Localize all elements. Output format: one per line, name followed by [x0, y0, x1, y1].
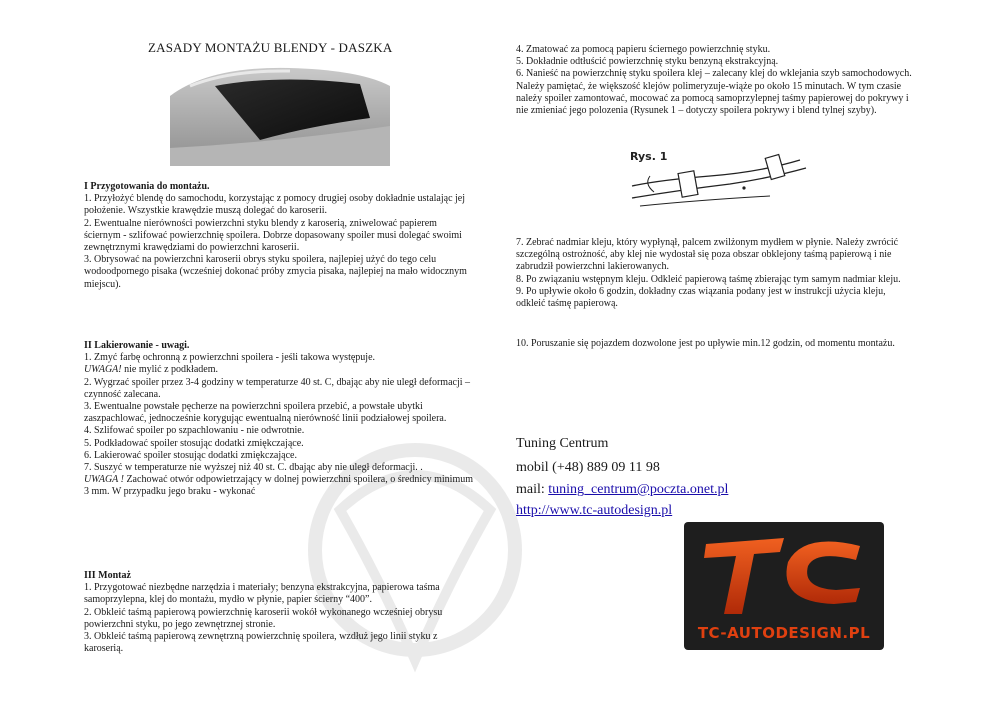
car-rear-window-photo [170, 56, 390, 166]
list-item: 1. Zmyć farbę ochronną z powierzchni spoilera - jeśli takowa występuje. [84, 352, 376, 364]
warning-label: UWAGA! [84, 364, 122, 376]
list-item: 9. Po upływie około 6 godzin, dokładny czas wiązania podany jest w instrukcji użycia kleju, odkleić taśmę papierową. [516, 285, 886, 310]
list-item: 5. Podkładować spoiler stosując dodatki zmiękczające. [84, 437, 304, 449]
section-preparation [84, 181, 476, 291]
mounting-steps-continued [516, 44, 916, 117]
list-item: 6. Lakierować spoiler stosując dodatki zmiękczające. [84, 449, 297, 461]
driving-note [516, 338, 916, 350]
email-label: mail: [516, 482, 549, 497]
figure-label: Rys. 1 [630, 150, 668, 163]
list-item: 3. Obkleić taśmą papierową zewnętrzną powierzchnię spoilera, wzdłuż jego linii styku z karoserią. [84, 631, 438, 655]
list-item: 4. Szlifować spoiler po szpachlowaniu - nie odwrotnie. [84, 425, 305, 437]
spoiler-mounting-diagram [620, 146, 810, 216]
tc-autodesign-logo [684, 522, 884, 650]
list-item: 8. Po związaniu wstępnym kleju. Odkleić papierową taśmę zbierając tym samym nadmiar kleju. [516, 273, 901, 285]
warning-text: nie mylić z podkładem. [121, 364, 218, 376]
list-item: 2. Ewentualne nierówności powierzchni styku blendy z karoserią, zniwelować papierem ściernym - szlifować powierzchnię spoilera. Dobrze dopasowany spoiler musi dolegać swoimi zewnętrznymi krawędziami do powierzchni karoserii. [84, 217, 462, 254]
email-link[interactable]: tuning_centrum@poczta.onet.pl [548, 482, 729, 497]
list-item: 10. Poruszanie się pojazdem dozwolone jest po upływie min.12 godzin, od momentu montażu. [516, 338, 895, 349]
page-title: ZASADY MONTAŻU BLENDY - DASZKA [148, 40, 393, 55]
warning-label: UWAGA ! [84, 474, 124, 486]
list-item: 1. Przyłożyć blendę do samochodu, korzystając z pomocy drugiej osoby dokładnie ustalając jej położenie. Wszystkie krawędzie muszą dolegać do karoserii. [84, 193, 466, 217]
list-item: 3. Obrysować na powierzchni karoserii obrys styku spoilera, najlepiej użyć do tego celu wodoodpornego pisaka (wcześniej dokonać próby zmycia pisaka, najlepiej na mało widocznym miejscu). [84, 254, 467, 290]
email-line [516, 481, 728, 499]
list-item: 7. Zebrać nadmiar kleju, który wypłynął, palcem zwilżonym mydłem w płynie. Należy zwrócić szczególną ostrożność, aby klej nie wydostał się poza obszar obklejony taśmą papierową i nie zabrudził powierzchni lakierowanych. [516, 237, 899, 273]
section-mounting [84, 570, 476, 655]
list-item: 6. Nanieść na powierzchnię styku spoilera klej – zalecany klej do wklejania szyb samochodowych. Należy pamiętać, że większość klejów polimeryzuje-wiąże po około 15 minutach. W tym czasie należy spoiler zamontować, mocować za pomocą samoprzylepnej taśmy papierowej do pokrywy i nie zmieniać jego polozenia (Rysunek 1 – dotyczy spoilera pokrywy i blend tylnej szyby). [516, 68, 912, 117]
list-item: 7. Suszyć w temperaturze nie wyższej niż 40 st. C. dbając aby nie uległ deformacji. . [84, 462, 423, 474]
section-heading: I Przygotowania do montażu. [84, 181, 210, 192]
logo-caption: TC-AUTODESIGN.PL [697, 624, 871, 642]
list-item: 1. Przygotować niezbędne narzędzia i materiały; benzyna ekstrakcyjna, papierowa taśma samoprzylepna, klej do montażu, mydło w płynie, papier ścierny “400”. [84, 582, 440, 606]
tc-logo-mark [684, 522, 884, 622]
list-item: 2. Obkleić taśmą papierową powierzchnię karoserii wokół wykonanego wcześniej obrysu powierzchni styku, po jego zewnętrznej stronie. [84, 606, 443, 630]
warning-note [84, 364, 476, 376]
section-heading: III Montaż [84, 570, 131, 581]
list-item: 2. Wygrzać spoiler przez 3-4 godziny w temperaturze 40 st. C, dbając aby nie uległ deformacji – czynność zalecana. [84, 376, 471, 400]
warning-text: Zachować otwór odpowietrzający w dolnej powierzchni spoilera, o średnicy minimum 3 mm. W przypadku jego braku - wykonać [84, 474, 474, 498]
list-item: 4. Zmatować za pomocą papieru ściernego powierzchnię styku. [516, 44, 771, 55]
section-painting [84, 340, 476, 499]
website-line [516, 502, 672, 520]
mounting-steps-final [516, 237, 916, 310]
list-item: 3. Ewentualne powstałe pęcherze na powierzchni spoilera przebić, a powstałe ubytki zaszpachlować, jednocześnie korygując ewentualną nierówność linii podziałowej spoilera. [84, 401, 447, 425]
warning-note [84, 474, 476, 498]
company-name: Tuning Centrum [516, 436, 609, 451]
list-item: 5. Dokładnie odtłuścić powierzchnię styku benzyną ekstrakcyjną. [516, 56, 779, 68]
website-link[interactable]: http://www.tc-autodesign.pl [516, 503, 673, 518]
section-heading: II Lakierowanie - uwagi. [84, 340, 190, 351]
phone-number: mobil (+48) 889 09 11 98 [516, 460, 660, 475]
